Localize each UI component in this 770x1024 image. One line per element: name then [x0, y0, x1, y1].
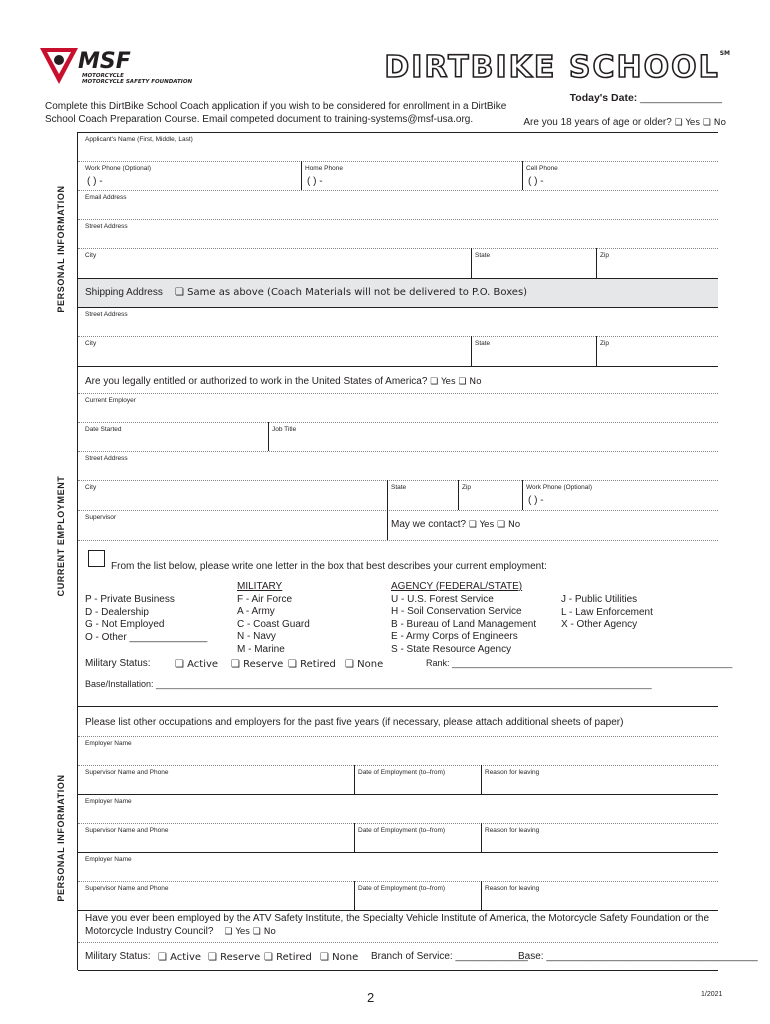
history-instruction: Please list other occupations and employers for the past five years (if necessary, please attach additional sheets of paper): [85, 717, 624, 728]
authorized-yes-checkbox[interactable]: ❏ Yes: [430, 377, 456, 387]
history-military-status-label: Military Status:: [85, 951, 151, 962]
job-title-field[interactable]: Job Title: [272, 426, 297, 433]
employer-city-field[interactable]: City: [85, 484, 97, 491]
page-number: 2: [367, 990, 375, 1005]
military-active-checkbox[interactable]: ❏ Active: [175, 659, 219, 670]
history-employer-2-field[interactable]: Employer Name: [85, 798, 132, 805]
shipping-zip-field[interactable]: Zip: [600, 340, 610, 347]
street-address-field[interactable]: Street Address: [85, 223, 128, 230]
shipping-state-field[interactable]: State: [475, 340, 491, 347]
history-supervisor-2-field[interactable]: Supervisor Name and Phone: [85, 827, 169, 834]
rank-field[interactable]: Rank: ________________________________________________________: [426, 658, 733, 668]
section-label-history: PERSONAL INFORMATION: [56, 774, 66, 902]
agency-heading: AGENCY (FEDERAL/STATE): [391, 581, 523, 592]
intro-text: Complete this DirtBike School Coach application if you wish to be considered for enrollment in a DirtBike School Coach Preparation Course. Email competed document to training-systems@msf-usa.org.: [45, 101, 507, 125]
logo-text: MSF: [78, 49, 131, 74]
atv-question: Have you ever been employed by the ATV Safety Institute, the Specialty Vehicle Institute of America, the Motorcycle Safety Foundation or the Motorcycle Industry Council? ❏ Yes ❏ No: [85, 913, 710, 937]
authorized-no-checkbox[interactable]: ❏ No: [458, 377, 482, 387]
logo-subtext: MOTORCYCLE SAFETY FOUNDATION: [82, 79, 193, 85]
home-phone-field[interactable]: Home Phone: [305, 165, 343, 172]
work-phone-template: ( ) -: [87, 176, 103, 187]
age-question: Are you 18 years of age or older? ❏ Yes ❏ No: [523, 117, 726, 128]
history-dates-1-field[interactable]: Date of Employment (to–from): [358, 769, 446, 776]
cell-phone-field[interactable]: Cell Phone: [526, 165, 558, 172]
email-field[interactable]: Email Address: [85, 194, 127, 201]
military-reserve-checkbox[interactable]: ❏ Reserve: [231, 659, 284, 670]
work-phone-field[interactable]: Work Phone (Optional): [85, 165, 151, 172]
section-history: [45, 706, 78, 970]
branch-of-service-field[interactable]: Branch of Service: _____________: [371, 951, 528, 962]
history-supervisor-1-field[interactable]: Supervisor Name and Phone: [85, 769, 169, 776]
zip-field[interactable]: Zip: [600, 252, 610, 259]
shipping-city-field[interactable]: City: [85, 340, 97, 347]
employer-street-field[interactable]: Street Address: [85, 455, 128, 462]
military-status-label: Military Status:: [85, 658, 151, 669]
city-field[interactable]: City: [85, 252, 97, 259]
employment-letter-box[interactable]: [88, 550, 105, 567]
section-personal: [45, 132, 78, 366]
employment-codes-military: MILITARY F - Air Force A - Army C - Coast Guard N - Navy M - Marine: [237, 581, 310, 655]
state-field[interactable]: State: [475, 252, 491, 259]
history-reason-2-field[interactable]: Reason for leaving: [485, 827, 540, 834]
employer-phone-template: ( ) -: [528, 495, 544, 506]
current-employer-field[interactable]: Current Employer: [85, 397, 136, 404]
history-dates-2-field[interactable]: Date of Employment (to–from): [358, 827, 446, 834]
history-reserve-checkbox[interactable]: ❏ Reserve: [208, 952, 261, 963]
history-employer-3-field[interactable]: Employer Name: [85, 856, 132, 863]
shipping-address-label: Shipping Address: [85, 287, 163, 298]
history-supervisor-3-field[interactable]: Supervisor Name and Phone: [85, 885, 169, 892]
history-reason-3-field[interactable]: Reason for leaving: [485, 885, 540, 892]
shipping-same-checkbox[interactable]: ❏ Same as above (Coach Materials will not be delivered to P.O. Boxes): [175, 287, 528, 298]
employer-work-phone-field[interactable]: Work Phone (Optional): [526, 484, 592, 491]
brand-title: DIRTBIKE SCHOOL℠: [384, 50, 730, 85]
history-none-checkbox[interactable]: ❏ None: [320, 952, 359, 963]
employment-codes-col1: P - Private Business D - Dealership G - Not Employed O - Other ______________: [85, 594, 208, 643]
military-retired-checkbox[interactable]: ❏ Retired: [288, 659, 336, 670]
cell-phone-template: ( ) -: [528, 176, 544, 187]
shipping-street-field[interactable]: Street Address: [85, 311, 128, 318]
section-label-personal: PERSONAL INFORMATION: [56, 185, 66, 313]
history-reason-1-field[interactable]: Reason for leaving: [485, 769, 540, 776]
contact-no-checkbox[interactable]: ❏ No: [497, 520, 521, 530]
atv-no-checkbox[interactable]: ❏ No: [252, 926, 276, 937]
section-label-employment: CURRENT EMPLOYMENT: [56, 475, 66, 597]
work-authorization-question: Are you legally entitled or authorized to work in the United States of America? ❏ Yes ❏ No: [85, 376, 482, 387]
home-phone-template: ( ) -: [307, 176, 323, 187]
atv-yes-checkbox[interactable]: ❏ Yes: [224, 926, 250, 937]
military-heading: MILITARY: [237, 581, 283, 592]
employment-codes-agency: AGENCY (FEDERAL/STATE) U - U.S. Forest Service H - Soil Conservation Service B - Bureau of Land Management E - Army Corps of Engineers S - State Resource Agency: [391, 581, 537, 655]
history-active-checkbox[interactable]: ❏ Active: [158, 952, 202, 963]
supervisor-field[interactable]: Supervisor: [85, 514, 117, 521]
employment-codes-col4: J - Public Utilities L - Law Enforcement X - Other Agency: [561, 594, 653, 631]
age-no-checkbox[interactable]: ❏ No: [702, 118, 726, 128]
history-retired-checkbox[interactable]: ❏ Retired: [264, 952, 312, 963]
employment-list-instruction: From the list below, please write one letter in the box that best describes your current employment:: [111, 561, 547, 572]
employer-zip-field[interactable]: Zip: [462, 484, 472, 491]
employer-state-field[interactable]: State: [391, 484, 407, 491]
base-installation-field[interactable]: Base/Installation: ___________________________________________________________________________________________________: [85, 679, 652, 689]
revision-date: 1/2021: [701, 991, 723, 998]
section-employment: [45, 366, 78, 706]
contact-question: May we contact? ❏ Yes ❏ No: [391, 519, 521, 530]
military-none-checkbox[interactable]: ❏ None: [345, 659, 384, 670]
date-started-field[interactable]: Date Started: [85, 426, 122, 433]
applicant-name-field[interactable]: Applicant's Name (First, Middle, Last): [85, 136, 193, 143]
svg-text:MOTORCYCLE: MOTORCYCLE: [82, 73, 124, 79]
contact-yes-checkbox[interactable]: ❏ Yes: [468, 520, 495, 530]
history-employer-1-field[interactable]: Employer Name: [85, 740, 132, 747]
history-base-field[interactable]: Base: ______________________________________: [518, 951, 758, 962]
msf-logo: [38, 44, 193, 90]
history-dates-3-field[interactable]: Date of Employment (to–from): [358, 885, 446, 892]
age-yes-checkbox[interactable]: ❏ Yes: [674, 118, 701, 128]
todays-date[interactable]: Today's Date: ______________: [569, 92, 722, 104]
